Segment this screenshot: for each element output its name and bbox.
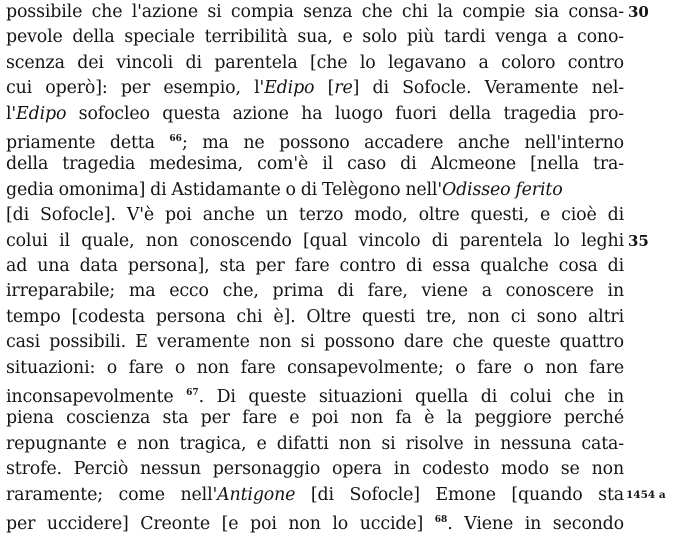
text-line <box>6 330 624 355</box>
text-line <box>6 508 624 533</box>
margin-line-number: 35 <box>628 231 649 250</box>
text-run: [di Sofocle] Emone [quando sta <box>295 484 624 505</box>
text-line <box>6 203 624 228</box>
italic-title: Edipo <box>264 78 315 99</box>
footnote-marker: 67 <box>186 388 199 398</box>
text-run: irreparabile; ma ecco che, prima di fare, viene a conoscere in <box>6 281 624 302</box>
text-line <box>6 229 624 254</box>
margin-line-number: 30 <box>628 3 649 21</box>
italic-title: re <box>334 78 353 99</box>
text-line <box>6 51 624 76</box>
text-run: strofe. Perciò nessun personaggio opera in codesto modo se non <box>6 459 624 480</box>
text-run: ] di Sofocle. Veramente nel- <box>352 78 624 99</box>
text-run: l' <box>6 103 17 124</box>
italic-title: Edipo <box>16 103 67 124</box>
text-run: repugnante e non tragica, e difatti non si risolve in nessuna cata- <box>6 433 624 454</box>
margin-line-number: 1454 a <box>626 488 666 501</box>
text-line <box>6 356 624 381</box>
text-run: tempo [codesta persona chi è]. Oltre questi tre, non ci sono altri <box>6 306 624 327</box>
text-run: . Di queste situazioni quella di colui che in <box>198 387 624 407</box>
text-line <box>6 152 624 177</box>
text-run: [ <box>314 78 335 99</box>
text-run: ; ma ne possono accadere anche nell'interno <box>181 133 624 153</box>
text-line <box>6 76 624 101</box>
text-run: piena coscienza sta per fare e poi non fa è la peggiore perché <box>6 408 624 429</box>
text-run: ad una data persona], sta per fare contro di essa qualche cosa di <box>6 256 624 276</box>
text-run: inconsapevolmente <box>6 387 187 407</box>
text-run: colui il quale, non conoscendo [qual vincolo di parentela lo leghi <box>6 230 624 251</box>
text-run: scenza dei vincoli di parentela [che lo legavano a coloro contro <box>6 52 624 73</box>
text-run: possibile che l'azione si compia senza che chi la compie sia consa- <box>6 2 624 22</box>
text-line <box>6 102 624 127</box>
text-line <box>6 483 624 508</box>
text-run: raramente; come nell' <box>6 484 218 505</box>
text-line <box>6 305 624 330</box>
text-line <box>6 457 624 482</box>
footnote-marker: 66 <box>169 134 182 144</box>
text-run: per uccidere] Creonte [e poi non lo uccide] <box>6 514 435 534</box>
text-run: [di Sofocle]. V'è poi anche un terzo modo, oltre questi, e cioè di <box>6 205 624 226</box>
text-run: priamente detta <box>6 133 170 153</box>
text-page <box>6 0 666 555</box>
text-run: . Viene in secondo <box>447 514 624 534</box>
text-run: casi possibili. E veramente non si possono dare che queste quattro <box>6 332 624 353</box>
text-line <box>6 254 624 279</box>
text-run: situazioni: o fare o non fare consapevolmente; o fare o non fare <box>6 357 624 378</box>
text-run: gedia omonima] di Astidamante o di Telègono nell' <box>6 179 442 200</box>
text-line <box>6 432 624 457</box>
text-run: della tragedia medesima, com'è il caso di Alcmeone [nella tra- <box>6 154 624 175</box>
text-line <box>6 279 624 304</box>
text-run: pevole della speciale terribilità sua, e solo più tardi venga a cono- <box>6 27 624 48</box>
italic-title: Antigone <box>217 484 296 505</box>
italic-title: Odisseo ferito <box>441 179 563 200</box>
text-line <box>6 406 624 431</box>
text-run: sofocleo questa azione ha luogo fuori della tragedia pro- <box>66 103 624 124</box>
text-line <box>6 0 624 25</box>
text-line <box>6 25 624 50</box>
text-line <box>6 127 624 152</box>
text-line <box>6 381 624 406</box>
text-run: cui operò]: per esempio, l' <box>6 78 265 99</box>
text-line <box>6 178 624 203</box>
footnote-marker: 68 <box>434 515 448 525</box>
